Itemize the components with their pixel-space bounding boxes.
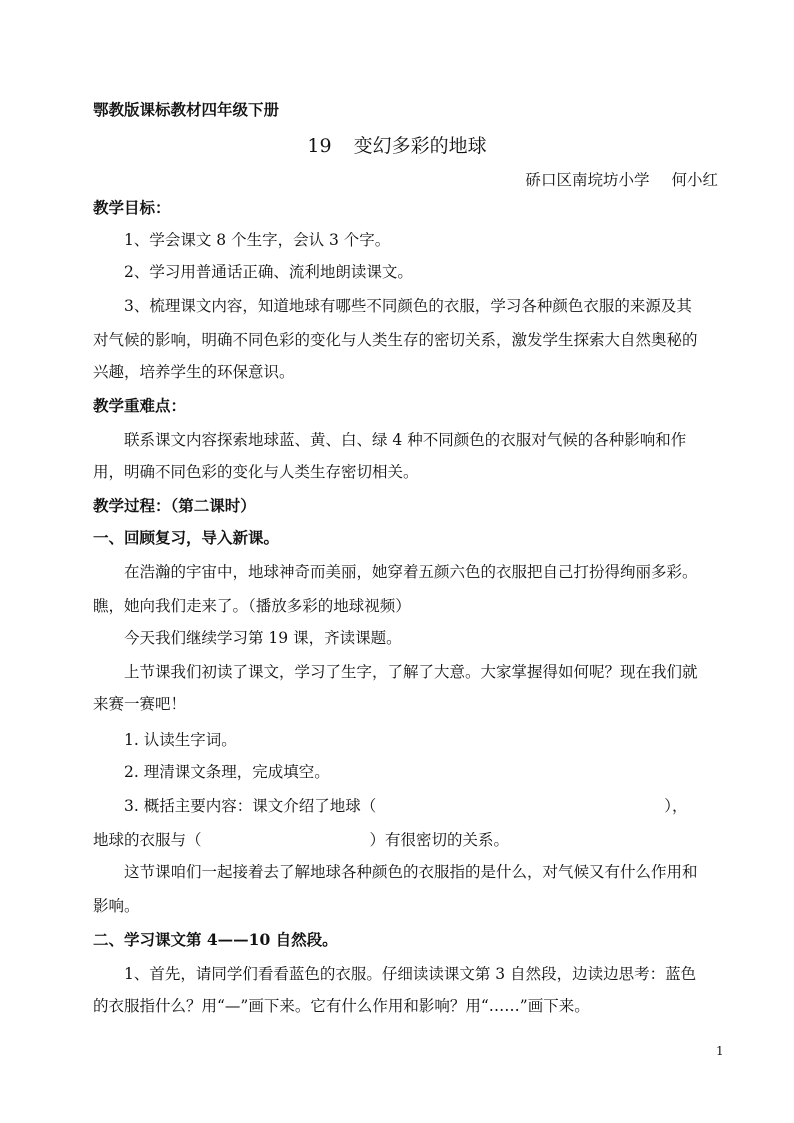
objectives-heading: 教学目标： bbox=[93, 198, 171, 217]
section-1-paragraph-3-line-2: 来赛一赛吧！ bbox=[93, 695, 187, 713]
author-line bbox=[525, 170, 718, 190]
key-points-heading: 教学重难点： bbox=[93, 396, 187, 415]
section-2-heading: 二、学习课文第 4——10 自然段。 bbox=[93, 930, 338, 949]
task-3-prompt-2: 地球的衣服与（ bbox=[93, 831, 202, 849]
key-points-line-1: 联系课文内容探索地球蓝、黄、白、绿 4 种不同颜色的衣服对气候的各种影响和作 bbox=[124, 431, 687, 449]
section-1-paragraph-1-line-2: 瞧，她向我们走来了。（播放多彩的地球视频） bbox=[93, 597, 411, 615]
objective-item-3-line-2: 对气候的影响，明确不同色彩的变化与人类生存的密切关系，激发学生探索大自然奥秘的 bbox=[93, 331, 698, 349]
task-3-close-2: ）有很密切的关系。 bbox=[369, 831, 510, 849]
section-1-paragraph-1-line-1: 在浩瀚的宇宙中，地球神奇而美丽，她穿着五颜六色的衣服把自己打扮得绚丽多彩。 bbox=[124, 563, 698, 581]
section-2-paragraph-1-line-2: 的衣服指什么？用“—”画下来。它有什么作用和影响？用“……”画下来。 bbox=[93, 997, 590, 1015]
section-1-paragraph-4-line-1: 这节课咱们一起接着去了解地球各种颜色的衣服指的是什么，对气候又有什么作用和 bbox=[124, 863, 698, 881]
objective-item-3-line-3: 兴趣，培养学生的环保意识。 bbox=[93, 363, 295, 381]
page-number: 1 bbox=[716, 1044, 724, 1058]
task-3-line-1 bbox=[124, 796, 687, 816]
process-heading: 教学过程：（第二课时） bbox=[93, 496, 256, 515]
key-points-line-2: 用，明确不同色彩的变化与人类生存密切相关。 bbox=[93, 463, 419, 481]
task-1: 1. 认读生字词。 bbox=[124, 731, 237, 749]
teacher-name: 何小红 bbox=[671, 171, 718, 189]
task-2: 2. 理清课文条理，完成填空。 bbox=[124, 763, 330, 781]
section-2-paragraph-1-line-1: 1、首先，请同学们看看蓝色的衣服。仔细读读课文第 3 自然段，边读边思考：蓝色 bbox=[124, 965, 697, 983]
section-1-heading: 一、回顾复习，导入新课。 bbox=[93, 528, 280, 547]
school-name: 硚口区南垸坊小学 bbox=[525, 171, 650, 189]
section-1-paragraph-2: 今天我们继续学习第 19 课，齐读课题。 bbox=[124, 629, 402, 647]
task-3-close: ）， bbox=[664, 797, 688, 815]
objective-item-3-line-1: 3、梳理课文内容，知道地球有哪些不同颜色的衣服，学习各种颜色衣服的来源及其 bbox=[124, 297, 692, 315]
lesson-title-text: 变幻多彩的地球 bbox=[353, 135, 487, 157]
lesson-title bbox=[0, 134, 794, 158]
lesson-number: 19 bbox=[307, 135, 332, 157]
task-3-line-2 bbox=[93, 830, 509, 850]
textbook-series-label: 鄂教版课标教材四年级下册 bbox=[93, 100, 280, 119]
section-1-paragraph-4-line-2: 影响。 bbox=[93, 897, 140, 915]
objective-item-2: 2、学习用普通话正确、流利地朗读课文。 bbox=[124, 263, 413, 281]
task-3-prompt: 3. 概括主要内容：课文介绍了地球（ bbox=[124, 797, 377, 815]
objective-item-1: 1、学会课文 8 个生字，会认 3 个字。 bbox=[124, 231, 391, 249]
section-1-paragraph-3-line-1: 上节课我们初读了课文，学习了生字，了解了大意。大家掌握得如何呢？现在我们就 bbox=[124, 663, 698, 681]
